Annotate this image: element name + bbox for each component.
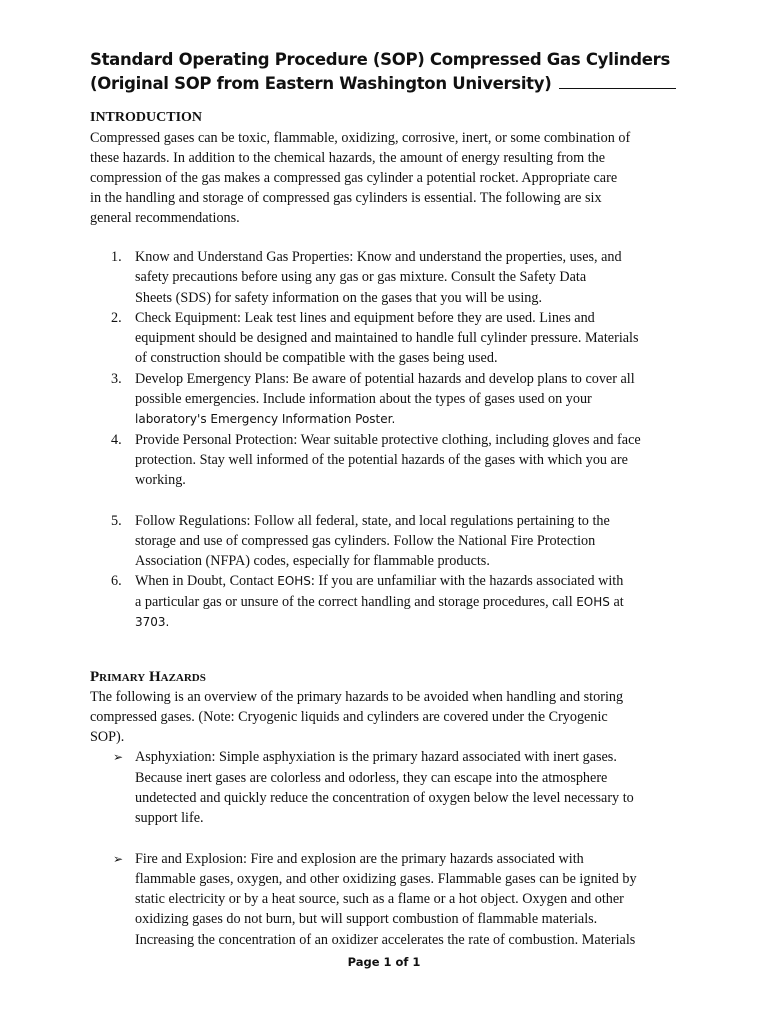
eohs-text: EOHS — [576, 594, 610, 609]
list-line: support life. — [135, 810, 204, 827]
title-underline-rule — [559, 72, 676, 89]
list-line: Provide Personal Protection: Wear suitable protective clothing, including gloves and face — [135, 431, 641, 448]
paragraph-line: in the handling and storage of compressed gas cylinders is essential. The following are six — [90, 190, 602, 206]
introduction-heading: INTRODUCTION — [90, 110, 203, 125]
list-line: Check Equipment: Leak test lines and equipment before they are used. Lines and — [135, 309, 595, 326]
list-line: Association (NFPA) codes, especially for flammable products. — [135, 553, 490, 570]
list-item — [90, 571, 676, 632]
list-line: Sheets (SDS) for safety information on the gases that you will be using. — [135, 289, 543, 306]
list-item — [90, 369, 676, 430]
paragraph-line: The following is an overview of the primary hazards to be avoided when handling and storing — [90, 689, 624, 706]
list-line: 3703. — [135, 615, 170, 630]
primary-hazards-heading: Primary Hazards — [90, 669, 206, 686]
list-number: 4. — [111, 431, 122, 448]
list-number: 6. — [111, 573, 122, 590]
paragraph-line: Compressed gases can be toxic, flammable, oxidizing, corrosive, inert, or some combination of — [90, 130, 631, 146]
list-line: undetected and quickly reduce the concentration of oxygen below the level necessary to — [135, 789, 634, 806]
list-line: working. — [135, 472, 186, 489]
list-line: equipment should be designed and maintained to handle full cylinder pressure. Materials — [135, 330, 639, 347]
paragraph-line: SOP). — [90, 729, 125, 746]
title-line-2: (Original SOP from Eastern Washington University) — [90, 74, 552, 93]
list-line: of construction should be compatible with the gases being used. — [135, 350, 498, 367]
list-line: static electricity or by a heat source, such as a flame or a hot object. Oxygen and other — [135, 891, 624, 908]
title-line-1: Standard Operating Procedure (SOP) Compressed Gas Cylinders — [90, 50, 671, 69]
list-line: protection. Stay well informed of the potential hazards of the gases with which you are — [135, 451, 628, 468]
list-item — [90, 511, 676, 572]
list-line: Fire and Explosion: Fire and explosion are the primary hazards associated with — [135, 850, 584, 867]
list-line: a particular gas or unsure of the correct handling and storage procedures, call EOHS at — [135, 593, 624, 610]
list-line: Because inert gases are colorless and odorless, they can escape into the atmosphere — [135, 769, 608, 786]
list-line: Follow Regulations: Follow all federal, state, and local regulations pertaining to the — [135, 512, 610, 529]
list-line: storage and use of compressed gas cylinders. Follow the National Fire Protection — [135, 532, 596, 549]
list-line: possible emergencies. Include information about the types of gases used on your — [135, 391, 592, 408]
list-line: laboratory's Emergency Information Poster. — [135, 412, 396, 427]
list-number: 2. — [111, 309, 122, 326]
document-page — [90, 48, 676, 950]
list-line: Know and Understand Gas Properties: Know and understand the properties, uses, and — [135, 249, 622, 265]
list-line: When in Doubt, Contact EOHS: If you are unfamiliar with the hazards associated with — [135, 573, 624, 590]
list-line: Develop Emergency Plans: Be aware of potential hazards and develop plans to cover all — [135, 370, 635, 387]
page-footer: Page 1 of 1 — [347, 955, 421, 969]
recommendations-list — [90, 247, 676, 632]
list-item — [90, 430, 676, 491]
list-line: Increasing the concentration of an oxidizer accelerates the rate of combustion. Materials — [135, 931, 636, 948]
list-line: safety precautions before using any gas or gas mixture. Consult the Safety Data — [135, 269, 587, 286]
list-item — [90, 308, 676, 369]
list-number: 5. — [111, 512, 122, 529]
list-number: 1. — [111, 249, 122, 265]
arrow-bullet-icon: ➢ — [113, 750, 124, 765]
list-line: oxidizing gases do not burn, but will support combustion of flammable materials. — [135, 911, 598, 928]
paragraph-line: compressed gases. (Note: Cryogenic liquids and cylinders are covered under the Cryogenic — [90, 709, 608, 726]
list-item — [90, 747, 676, 828]
hazards-list — [90, 747, 676, 950]
eohs-text: EOHS — [277, 574, 311, 589]
document-title — [90, 48, 676, 96]
paragraph-line: general recommendations. — [90, 210, 240, 226]
introduction-paragraph — [90, 128, 676, 228]
primary-hazards-intro — [90, 687, 676, 747]
title-line-2-row — [90, 72, 676, 96]
arrow-bullet-icon: ➢ — [113, 851, 124, 866]
list-item — [90, 849, 676, 950]
paragraph-line: compression of the gas makes a compressed gas cylinder a potential rocket. Appropriate care — [90, 170, 618, 186]
list-line: Asphyxiation: Simple asphyxiation is the primary hazard associated with inert gases. — [135, 749, 617, 766]
list-number: 3. — [111, 370, 122, 387]
paragraph-line: these hazards. In addition to the chemical hazards, the amount of energy resulting from the — [90, 150, 606, 166]
list-line: flammable gases, oxygen, and other oxidizing gases. Flammable gases can be ignited by — [135, 870, 637, 887]
list-item — [90, 247, 676, 308]
